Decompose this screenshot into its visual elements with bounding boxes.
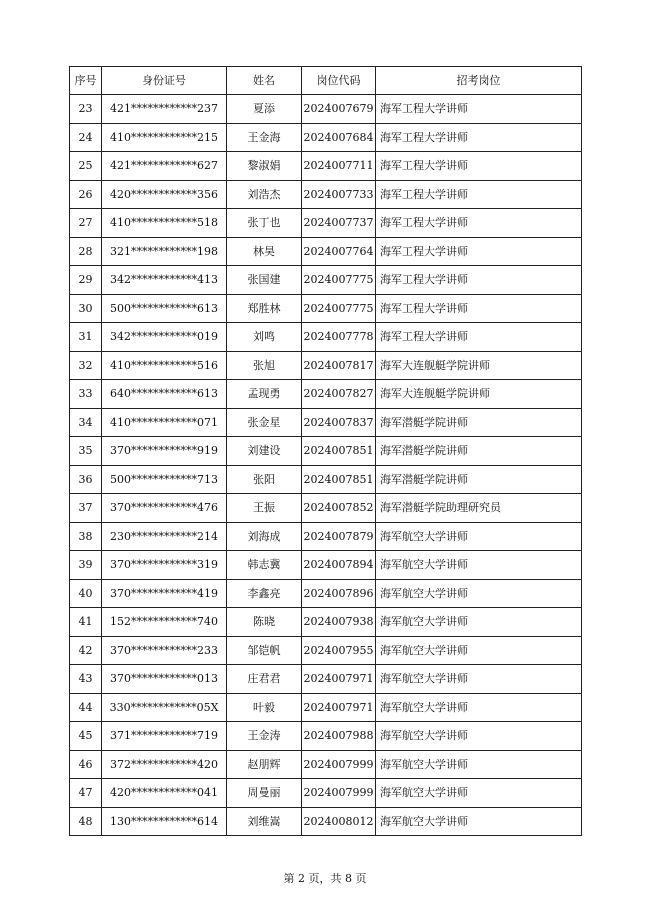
cell-name: 庄君君 xyxy=(227,665,302,694)
cell-serial: 24 xyxy=(70,123,102,152)
cell-position: 海军工程大学讲师 xyxy=(376,209,582,238)
cell-serial: 29 xyxy=(70,266,102,295)
cell-position-code: 2024007879 xyxy=(302,522,376,551)
cell-name: 夏添 xyxy=(227,95,302,124)
cell-serial: 35 xyxy=(70,437,102,466)
cell-position: 海军航空大学讲师 xyxy=(376,522,582,551)
cell-position: 海军航空大学讲师 xyxy=(376,693,582,722)
table-row xyxy=(70,380,582,409)
table-row xyxy=(70,294,582,323)
cell-position: 海军航空大学讲师 xyxy=(376,608,582,637)
table-row xyxy=(70,494,582,523)
cell-serial: 41 xyxy=(70,608,102,637)
cell-name: 张丁也 xyxy=(227,209,302,238)
cell-id-number: 152************740 xyxy=(102,608,227,637)
table-row xyxy=(70,750,582,779)
cell-position-code: 2024007851 xyxy=(302,437,376,466)
cell-position: 海军潜艇学院讲师 xyxy=(376,408,582,437)
cell-position-code: 2024007764 xyxy=(302,237,376,266)
table-row xyxy=(70,437,582,466)
table-row xyxy=(70,95,582,124)
cell-id-number: 410************516 xyxy=(102,351,227,380)
cell-id-number: 370************476 xyxy=(102,494,227,523)
cell-id-number: 370************233 xyxy=(102,636,227,665)
cell-name: 王金海 xyxy=(227,123,302,152)
cell-serial: 32 xyxy=(70,351,102,380)
cell-position-code: 2024007817 xyxy=(302,351,376,380)
cell-position: 海军工程大学讲师 xyxy=(376,294,582,323)
cell-serial: 25 xyxy=(70,152,102,181)
cell-serial: 47 xyxy=(70,779,102,808)
table-row xyxy=(70,408,582,437)
cell-serial: 38 xyxy=(70,522,102,551)
cell-serial: 28 xyxy=(70,237,102,266)
cell-position: 海军航空大学讲师 xyxy=(376,551,582,580)
cell-position-code: 2024007775 xyxy=(302,266,376,295)
cell-position-code: 2024007938 xyxy=(302,608,376,637)
cell-name: 孟现勇 xyxy=(227,380,302,409)
cell-serial: 40 xyxy=(70,579,102,608)
cell-position-code: 2024007971 xyxy=(302,693,376,722)
cell-id-number: 321************198 xyxy=(102,237,227,266)
cell-position-code: 2024007737 xyxy=(302,209,376,238)
cell-id-number: 410************215 xyxy=(102,123,227,152)
cell-name: 张国建 xyxy=(227,266,302,295)
table-row xyxy=(70,123,582,152)
cell-position: 海军潜艇学院讲师 xyxy=(376,465,582,494)
cell-name: 王金涛 xyxy=(227,722,302,751)
cell-name: 周曼丽 xyxy=(227,779,302,808)
table-row xyxy=(70,779,582,808)
cell-position-code: 2024007851 xyxy=(302,465,376,494)
cell-name: 王振 xyxy=(227,494,302,523)
cell-id-number: 372************420 xyxy=(102,750,227,779)
header-position: 招考岗位 xyxy=(376,67,582,95)
header-name: 姓名 xyxy=(227,67,302,95)
cell-position: 海军航空大学讲师 xyxy=(376,579,582,608)
cell-position-code: 2024007711 xyxy=(302,152,376,181)
cell-id-number: 342************413 xyxy=(102,266,227,295)
cell-position: 海军潜艇学院讲师 xyxy=(376,437,582,466)
table-body xyxy=(70,95,582,836)
cell-serial: 46 xyxy=(70,750,102,779)
cell-position-code: 2024007679 xyxy=(302,95,376,124)
cell-name: 叶毅 xyxy=(227,693,302,722)
cell-serial: 36 xyxy=(70,465,102,494)
cell-name: 郑胜林 xyxy=(227,294,302,323)
cell-position-code: 2024007971 xyxy=(302,665,376,694)
header-serial: 序号 xyxy=(70,67,102,95)
cell-id-number: 330************05X xyxy=(102,693,227,722)
cell-position: 海军航空大学讲师 xyxy=(376,665,582,694)
cell-position: 海军航空大学讲师 xyxy=(376,636,582,665)
cell-name: 黎淑娟 xyxy=(227,152,302,181)
table-header-row xyxy=(70,67,582,95)
table-row xyxy=(70,522,582,551)
table-row xyxy=(70,579,582,608)
cell-id-number: 342************019 xyxy=(102,323,227,352)
cell-serial: 48 xyxy=(70,807,102,836)
cell-name: 赵朋辉 xyxy=(227,750,302,779)
cell-name: 刘海成 xyxy=(227,522,302,551)
table-row xyxy=(70,180,582,209)
cell-id-number: 370************319 xyxy=(102,551,227,580)
cell-id-number: 230************214 xyxy=(102,522,227,551)
roster-table-container xyxy=(69,66,581,836)
cell-position-code: 2024007778 xyxy=(302,323,376,352)
cell-serial: 34 xyxy=(70,408,102,437)
header-id-number: 身份证号 xyxy=(102,67,227,95)
cell-position: 海军工程大学讲师 xyxy=(376,152,582,181)
cell-serial: 37 xyxy=(70,494,102,523)
cell-name: 韩志冀 xyxy=(227,551,302,580)
cell-position-code: 2024007837 xyxy=(302,408,376,437)
cell-id-number: 640************613 xyxy=(102,380,227,409)
cell-serial: 43 xyxy=(70,665,102,694)
cell-id-number: 370************919 xyxy=(102,437,227,466)
cell-position: 海军工程大学讲师 xyxy=(376,323,582,352)
cell-name: 刘建设 xyxy=(227,437,302,466)
table-row xyxy=(70,722,582,751)
cell-position-code: 2024007852 xyxy=(302,494,376,523)
cell-position: 海军大连舰艇学院讲师 xyxy=(376,351,582,380)
cell-serial: 44 xyxy=(70,693,102,722)
cell-id-number: 410************518 xyxy=(102,209,227,238)
cell-serial: 42 xyxy=(70,636,102,665)
cell-serial: 33 xyxy=(70,380,102,409)
cell-position: 海军航空大学讲师 xyxy=(376,807,582,836)
cell-position: 海军潜艇学院助理研究员 xyxy=(376,494,582,523)
table-row xyxy=(70,266,582,295)
cell-id-number: 421************237 xyxy=(102,95,227,124)
cell-serial: 39 xyxy=(70,551,102,580)
cell-position-code: 2024008012 xyxy=(302,807,376,836)
header-position-code: 岗位代码 xyxy=(302,67,376,95)
cell-position-code: 2024007999 xyxy=(302,779,376,808)
cell-name: 李鑫亮 xyxy=(227,579,302,608)
cell-position: 海军大连舰艇学院讲师 xyxy=(376,380,582,409)
table-row xyxy=(70,551,582,580)
cell-name: 刘浩杰 xyxy=(227,180,302,209)
cell-position: 海军工程大学讲师 xyxy=(376,180,582,209)
cell-position: 海军工程大学讲师 xyxy=(376,95,582,124)
cell-position-code: 2024007999 xyxy=(302,750,376,779)
cell-serial: 31 xyxy=(70,323,102,352)
cell-position: 海军工程大学讲师 xyxy=(376,266,582,295)
cell-id-number: 500************613 xyxy=(102,294,227,323)
cell-id-number: 410************071 xyxy=(102,408,227,437)
cell-id-number: 420************356 xyxy=(102,180,227,209)
table-row xyxy=(70,237,582,266)
cell-position-code: 2024007955 xyxy=(302,636,376,665)
cell-serial: 27 xyxy=(70,209,102,238)
cell-position-code: 2024007684 xyxy=(302,123,376,152)
cell-position: 海军航空大学讲师 xyxy=(376,779,582,808)
cell-name: 刘维嵩 xyxy=(227,807,302,836)
table-row xyxy=(70,209,582,238)
table-row xyxy=(70,636,582,665)
cell-serial: 30 xyxy=(70,294,102,323)
table-row xyxy=(70,807,582,836)
cell-position: 海军工程大学讲师 xyxy=(376,237,582,266)
table-row xyxy=(70,665,582,694)
cell-id-number: 370************013 xyxy=(102,665,227,694)
cell-position-code: 2024007827 xyxy=(302,380,376,409)
cell-position: 海军工程大学讲师 xyxy=(376,123,582,152)
cell-id-number: 370************419 xyxy=(102,579,227,608)
cell-position-code: 2024007988 xyxy=(302,722,376,751)
cell-id-number: 421************627 xyxy=(102,152,227,181)
cell-name: 林昊 xyxy=(227,237,302,266)
cell-serial: 23 xyxy=(70,95,102,124)
cell-position-code: 2024007775 xyxy=(302,294,376,323)
table-row xyxy=(70,152,582,181)
table-row xyxy=(70,323,582,352)
table-row xyxy=(70,693,582,722)
cell-id-number: 420************041 xyxy=(102,779,227,808)
cell-id-number: 500************713 xyxy=(102,465,227,494)
table-row xyxy=(70,608,582,637)
cell-id-number: 371************719 xyxy=(102,722,227,751)
table-row xyxy=(70,465,582,494)
cell-serial: 26 xyxy=(70,180,102,209)
cell-name: 邹铠帆 xyxy=(227,636,302,665)
cell-serial: 45 xyxy=(70,722,102,751)
cell-name: 刘鸣 xyxy=(227,323,302,352)
cell-name: 张金星 xyxy=(227,408,302,437)
cell-position: 海军航空大学讲师 xyxy=(376,750,582,779)
page-footer: 第 2 页，共 8 页 xyxy=(283,872,367,885)
cell-position-code: 2024007733 xyxy=(302,180,376,209)
cell-name: 张旭 xyxy=(227,351,302,380)
table-row xyxy=(70,351,582,380)
cell-position: 海军航空大学讲师 xyxy=(376,722,582,751)
cell-name: 陈晓 xyxy=(227,608,302,637)
cell-name: 张阳 xyxy=(227,465,302,494)
roster-table xyxy=(69,66,582,836)
cell-id-number: 130************614 xyxy=(102,807,227,836)
cell-position-code: 2024007894 xyxy=(302,551,376,580)
cell-position-code: 2024007896 xyxy=(302,579,376,608)
